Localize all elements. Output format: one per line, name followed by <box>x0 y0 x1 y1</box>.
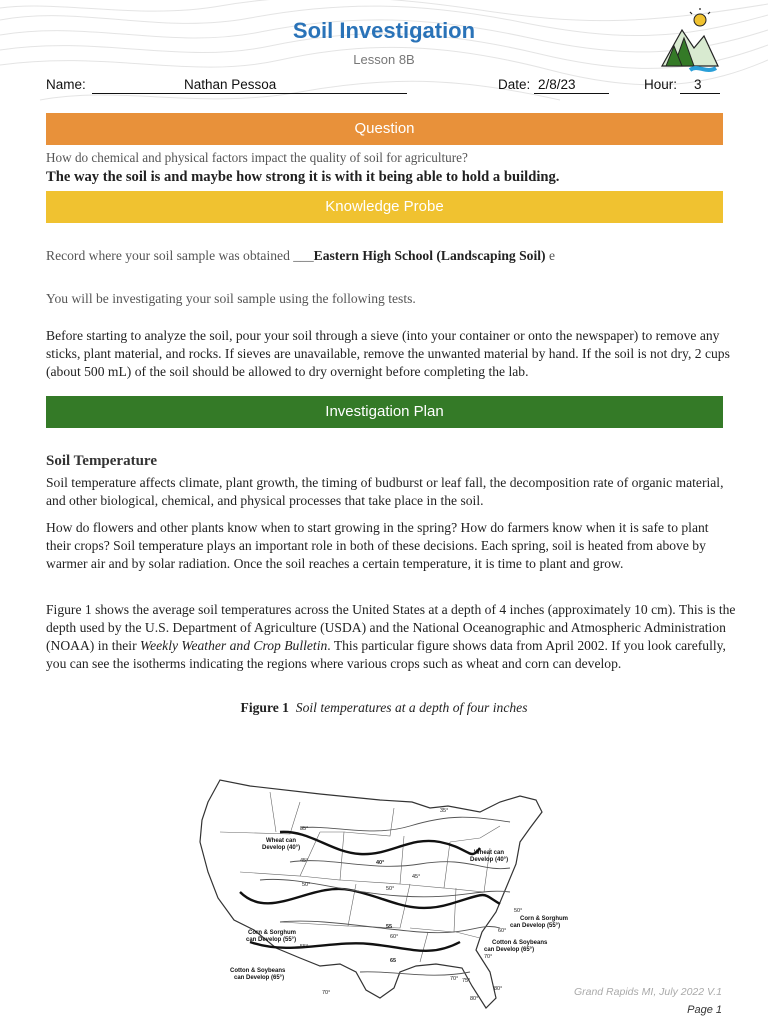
bulletin-title: Weekly Weather and Crop Bulletin <box>140 638 328 653</box>
soil-temp-paragraph-2: How do flowers and other plants know when to start growing in the spring? How do farmers know when it is safe to plant their crops? Soil temperature plays an important role in both of these decisions. Each spring, soil is heated from above by warmer air and by solar radiation. Once the soil reaches a certain temperature, it is time to plant and grow. <box>46 520 709 571</box>
temp-label-80-south: 80° <box>470 996 479 1002</box>
cotton-east-label-1: Cotton & Soybeans <box>492 940 548 946</box>
cotton-west-label-1: Cotton & Soybeans <box>230 968 286 974</box>
soil-temperature-heading: Soil Temperature <box>46 453 157 469</box>
sieve-instructions: Before starting to analyze the soil, pour your soil through a sieve (into your container or onto the newspaper) to remove any sticks, plant material, and rocks. If sieves are unavailable, remove the unwanted material by hand. If the soil is not dry, 2 cups (about 500 mL) of the soil should be allowed to dry overnight before completing the lab. <box>46 328 730 379</box>
question-prompt: How do chemical and physical factors impact the quality of soil for agriculture? <box>46 150 468 165</box>
cotton-east-label-2: can Develop (65°) <box>484 947 535 953</box>
page-number: Page 1 <box>687 1004 722 1016</box>
paragraph-3-text-b: . This particular figure shows data from April 2002. If you look carefully, you can see the isotherms indicating the regions where various crops such as wheat and corn can develop. <box>46 638 726 671</box>
corn-east-label-1: Corn & Sorghum <box>520 916 568 922</box>
hour-value: 3 <box>694 77 702 92</box>
temp-label-45-west: 45° <box>300 858 309 864</box>
temp-label-50-mid: 50° <box>386 886 395 892</box>
investigation-plan-header: Investigation Plan <box>46 396 723 428</box>
temp-label-60-east: 60° <box>498 928 507 934</box>
temp-label-70-south: 70° <box>450 976 459 982</box>
footer-credit: Grand Rapids MI, July 2022 V.1 <box>573 986 722 998</box>
figure-label: Figure 1 <box>240 700 289 715</box>
hour-field[interactable] <box>680 77 720 94</box>
temp-label-70-east: 70° <box>484 954 493 960</box>
date-field[interactable] <box>534 77 609 94</box>
figure-caption-text: Soil temperatures at a depth of four inches <box>295 700 528 715</box>
cotton-west-label-2: can Develop (65°) <box>234 975 285 981</box>
lesson-subtitle: Lesson 8B <box>353 52 415 67</box>
date-label: Date: <box>498 77 531 92</box>
wheat-east-label-2: Develop (40°) <box>470 857 509 863</box>
temp-label-55: 55 <box>386 924 393 930</box>
sample-location-answer[interactable]: Eastern High School (Landscaping Soil) <box>313 248 546 263</box>
name-value: Nathan Pessoa <box>184 77 277 92</box>
temp-label-80-fl: 80° <box>494 986 503 992</box>
name-field[interactable] <box>92 77 407 94</box>
figure-caption <box>0 700 768 716</box>
question-header: Question <box>46 113 723 145</box>
temp-label-45-east: 45° <box>412 874 421 880</box>
mountain-tree-logo-icon <box>660 8 720 78</box>
wheat-east-label-1: Wheat can <box>474 850 505 856</box>
wheat-west-label-2: Develop (40°) <box>262 845 301 851</box>
soil-temp-paragraph-1: Soil temperature affects climate, plant growth, the timing of budburst or leaf fall, the decomposition rate of organic material, and other biological, chemical, and physical processes that take place in the soil. <box>46 475 724 508</box>
student-info-line <box>46 77 726 97</box>
us-soil-temperature-map <box>180 772 576 1024</box>
temp-label-40: 40° <box>376 860 385 866</box>
temp-label-70-west: 70° <box>322 990 331 996</box>
soil-temp-paragraph-3 <box>46 601 736 673</box>
wheat-west-label-1: Wheat can <box>266 838 297 844</box>
name-label: Name: <box>46 77 86 92</box>
corn-east-label-2: can Develop (55°) <box>510 923 561 929</box>
corn-west-label-1: Corn & Sorghum <box>248 930 296 936</box>
sample-location-prompt: Record where your soil sample was obtained ___ <box>46 248 314 263</box>
knowledge-probe-header: Knowledge Probe <box>46 191 723 223</box>
page-title: Soil Investigation <box>292 18 476 43</box>
tests-intro: You will be investigating your soil sample using the following tests. <box>46 291 416 306</box>
hour-label: Hour: <box>644 77 678 92</box>
temp-label-50-east: 50° <box>514 908 523 914</box>
question-answer[interactable]: The way the soil is and maybe how strong it is with it being able to hold a building. <box>46 169 560 185</box>
temp-label-35-west: 35° <box>300 826 309 832</box>
sample-location-line <box>46 247 736 265</box>
paragraph-3-text-a: Figure 1 shows the average soil temperatures across the United States at a depth of 4 inches (approximately 10 cm). This is the depth used by the U.S. Department of Agriculture (USDA) and the National Oceanographic and Atmospheric Administration (NOAA) in their <box>46 602 736 653</box>
temp-label-35-east: 35° <box>440 808 449 814</box>
date-value: 2/8/23 <box>538 77 576 92</box>
temp-label-60-mid: 60° <box>390 934 399 940</box>
temp-label-75: 75° <box>462 978 471 984</box>
sample-location-trailing: e <box>545 248 555 263</box>
temp-label-65: 65 <box>390 958 397 964</box>
temp-label-55-west: 55° <box>300 944 309 950</box>
temp-label-50-west: 50° <box>302 882 311 888</box>
corn-west-label-2: can Develop (55°) <box>246 937 297 943</box>
